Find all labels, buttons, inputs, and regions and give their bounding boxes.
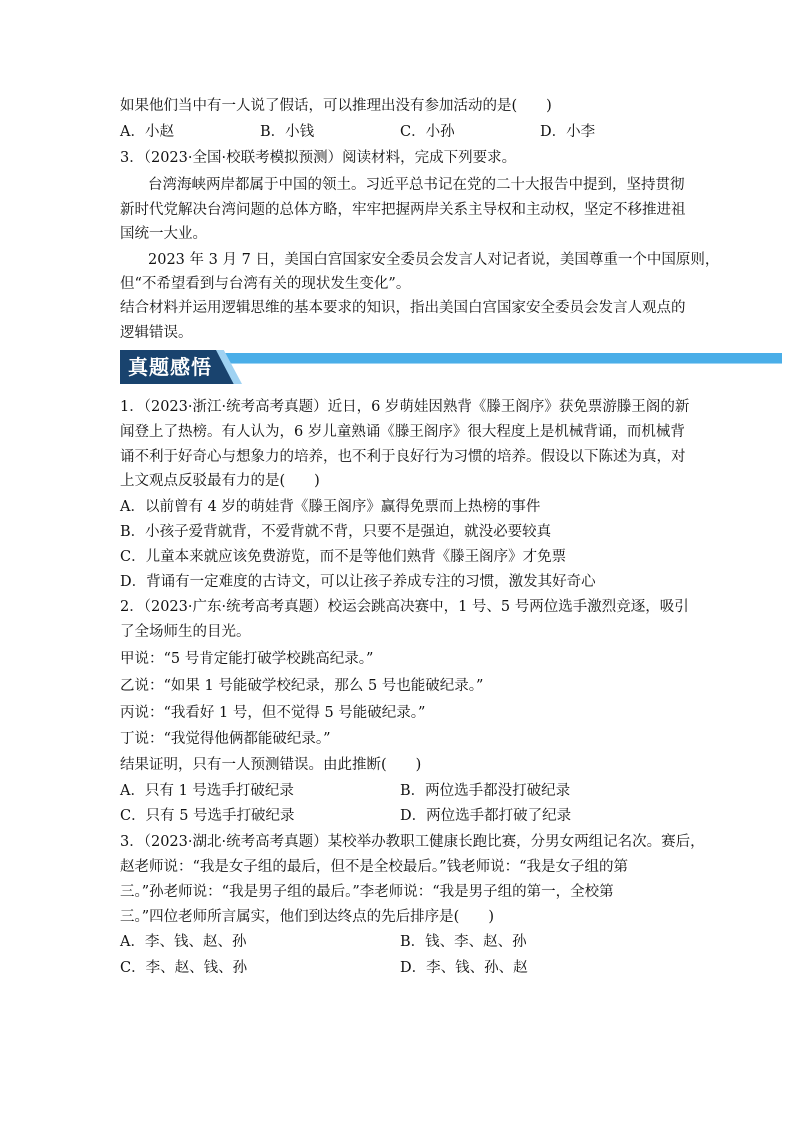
- option-b: B．小孩子爱背就背，不爱背就不背，只要不是强迫，就没必要较真: [120, 524, 552, 540]
- option-d: D．小李: [540, 124, 596, 140]
- question-line: 3．（2023·湖北·统考高考真题）某校举办教职工健康长跑比赛，分男女两组记名次。赛后，: [120, 834, 705, 850]
- question-line: 三。”孙老师说：“我是男子组的最后。”李老师说：“我是男子组的第一，全校第: [120, 884, 614, 900]
- question-line: 结果证明，只有一人预测错误。由此推断( ): [120, 757, 422, 773]
- question-stem: 如果他们当中有一人说了假话，可以推理出没有参加活动的是( ): [120, 98, 552, 114]
- question-task: 结合材料并运用逻辑思维的基本要求的知识，指出美国白宫国家安全委员会发言人观点的: [120, 300, 686, 316]
- option-b: B．两位选手都没打破纪录: [400, 783, 571, 799]
- banner-stripe: [220, 353, 782, 363]
- question-line: 诵不利于好奇心与想象力的培养，也不利于良好行为习惯的培养。假设以下陈述为真，对: [120, 449, 686, 465]
- question-line: 了全场师生的目光。: [120, 624, 251, 640]
- option-a: A．李、钱、赵、孙: [120, 934, 247, 950]
- option-c: C．小孙: [400, 124, 455, 140]
- statement-bing: 丙说：“我看好 1 号，但不觉得 5 号能破纪录。”: [120, 705, 426, 721]
- material-line: 2023 年 3 月 7 日，美国白宫国家安全委员会发言人对记者说，美国尊重一个中国原则，: [148, 252, 720, 268]
- question-header: 3．（2023·全国·校联考模拟预测）阅读材料，完成下列要求。: [120, 150, 517, 166]
- section-banner: [120, 350, 782, 386]
- option-a: A．小赵: [120, 124, 174, 140]
- question-line: 闻登上了热榜。有人认为，6 岁儿童熟诵《滕王阁序》很大程度上是机械背诵，而机械背: [120, 424, 685, 440]
- option-c: C．李、赵、钱、孙: [120, 960, 248, 976]
- statement-yi: 乙说：“如果 1 号能破学校纪录，那么 5 号也能破纪录。”: [120, 678, 484, 694]
- question-line: 赵老师说：“我是女子组的最后，但不是全校最后。”钱老师说：“我是女子组的第: [120, 859, 628, 875]
- option-a: A．只有 1 号选手打破纪录: [120, 783, 294, 799]
- material-line: 国统一大业。: [120, 226, 207, 242]
- option-d: D．背诵有一定难度的古诗文，可以让孩子养成专注的习惯，激发其好奇心: [120, 574, 596, 590]
- question-line: 三。”四位老师所言属实，他们到达终点的先后排序是( ): [120, 909, 494, 925]
- question-task: 逻辑错误。: [120, 325, 193, 341]
- question-line: 1．（2023·浙江·统考高考真题）近日，6 岁萌娃因熟背《滕王阁序》获免票游滕王阁的新: [120, 399, 690, 415]
- section-title: 真题感悟: [128, 355, 212, 379]
- option-b: B．小钱: [260, 124, 315, 140]
- material-line: 但“不希望看到与台湾有关的现状发生变化”。: [120, 276, 411, 292]
- option-b: B．钱、李、赵、孙: [400, 934, 527, 950]
- banner-stripe-line: [220, 363, 782, 364]
- option-c: C．只有 5 号选手打破纪录: [120, 808, 295, 824]
- question-line: 2．（2023·广东·统考高考真题）校运会跳高决赛中，1 号、5 号两位选手激烈竞逐，吸引: [120, 599, 689, 615]
- option-d: D．李、钱、孙、赵: [400, 960, 528, 976]
- material-line: 台湾海峡两岸都属于中国的领土。习近平总书记在党的二十大报告中提到，坚持贯彻: [148, 177, 685, 193]
- option-c: C．儿童本来就应该免费游览，而不是等他们熟背《滕王阁序》才免票: [120, 549, 567, 565]
- question-line: 上文观点反驳最有力的是( ): [120, 473, 320, 489]
- material-line: 新时代党解决台湾问题的总体方略，牢牢把握两岸关系主导权和主动权，坚定不移推进祖: [120, 202, 686, 218]
- option-d: D．两位选手都打破了纪录: [400, 808, 572, 824]
- statement-jia: 甲说：“5 号肯定能打破学校跳高纪录。”: [120, 651, 374, 667]
- option-a: A．以前曾有 4 岁的萌娃背《滕王阁序》赢得免票而上热榜的事件: [120, 499, 541, 515]
- statement-ding: 丁说：“我觉得他俩都能破纪录。”: [120, 731, 331, 747]
